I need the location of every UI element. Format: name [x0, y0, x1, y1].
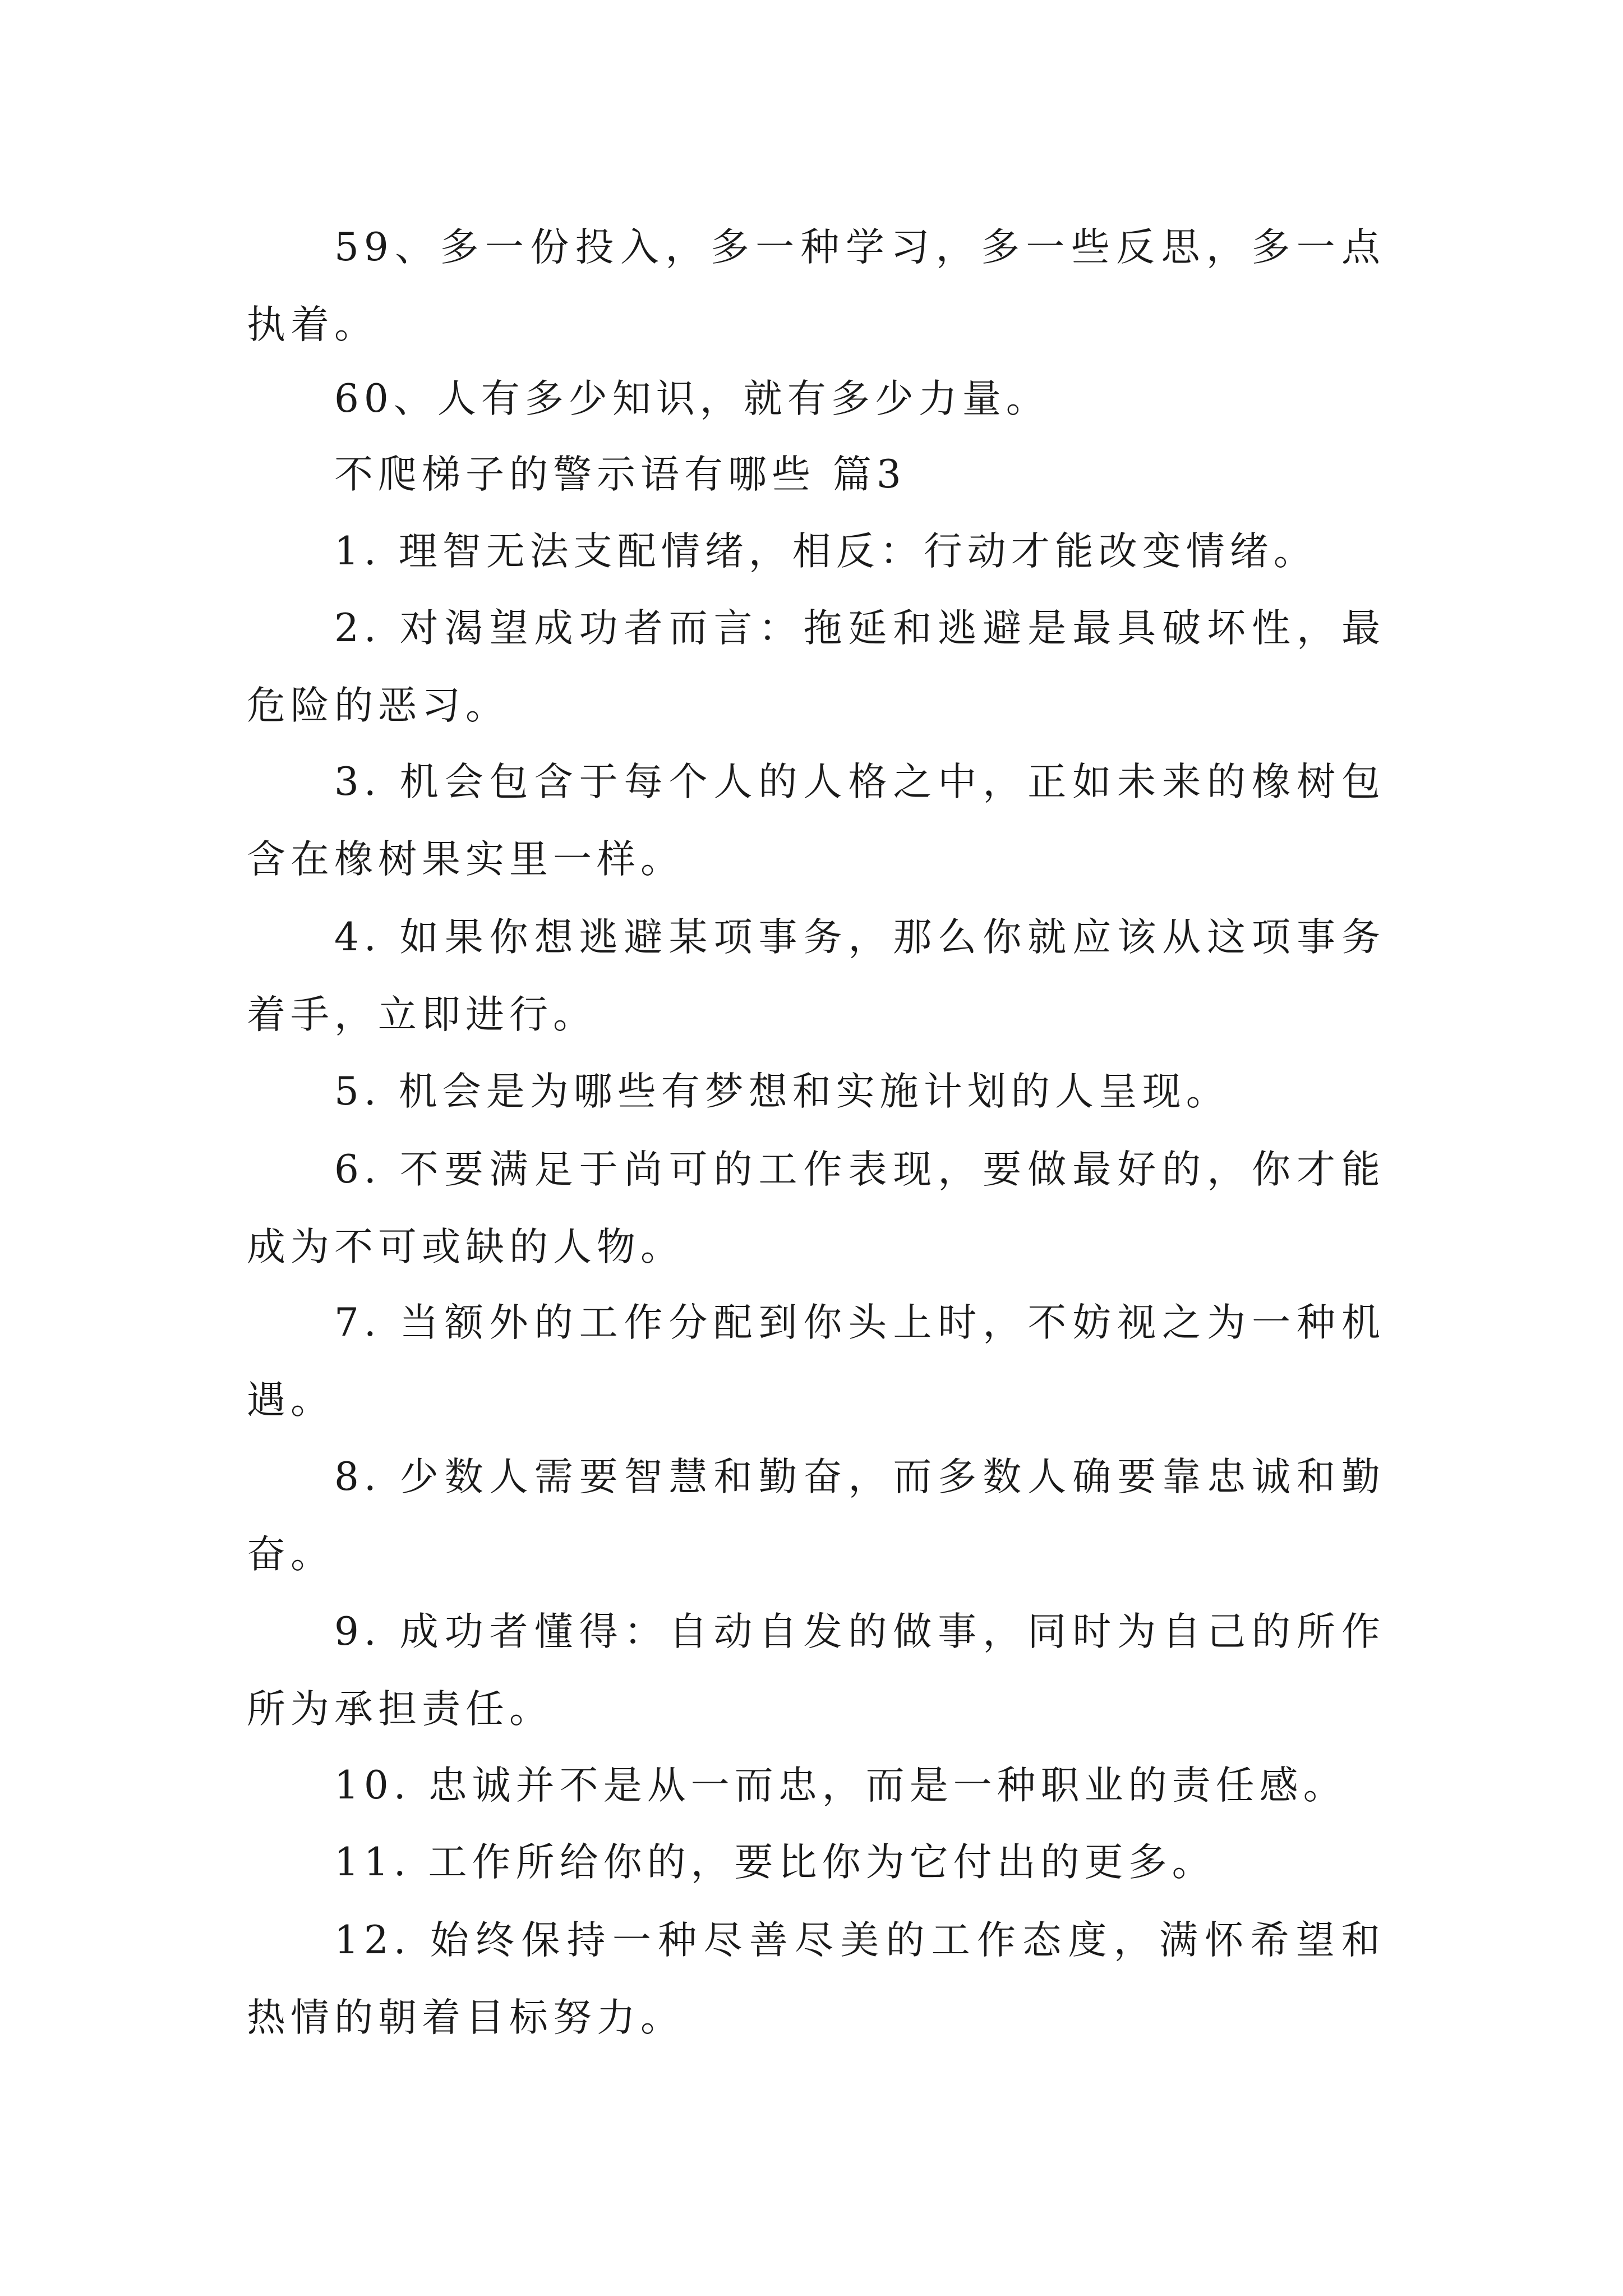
- paragraph-item-1: 1. 理智无法支配情绪，相反：行动才能改变情绪。: [334, 529, 1317, 574]
- paragraph-item-7: 7. 当额外的工作分配到你头上时，不妨视之为一种机遇。: [247, 1300, 1385, 1423]
- paragraph-item-8: 8. 少数人需要智慧和勤奋，而多数人确要靠忠诚和勤奋。: [247, 1455, 1385, 1577]
- paragraph-item-59: 59、多一份投入，多一种学习，多一些反思，多一点执着。: [247, 225, 1385, 347]
- paragraph-item-12: 12. 始终保持一种尽善尽美的工作态度，满怀希望和热情的朝着目标努力。: [247, 1918, 1385, 2040]
- paragraph-item-6: 6. 不要满足于尚可的工作表现，要做最好的，你才能成为不可或缺的人物。: [247, 1147, 1385, 1269]
- paragraph-item-11: 11. 工作所给你的，要比你为它付出的更多。: [334, 1840, 1216, 1885]
- paragraph-item-60: 60、人有多少知识，就有多少力量。: [334, 376, 1050, 421]
- paragraph-item-10: 10. 忠诚并不是从一而忠，而是一种职业的责任感。: [334, 1763, 1347, 1808]
- paragraph-item-5: 5. 机会是为哪些有梦想和实施计划的人呈现。: [334, 1069, 1230, 1114]
- paragraph-item-2: 2. 对渴望成功者而言：拖延和逃避是最具破坏性，最危险的恶习。: [247, 606, 1385, 728]
- paragraph-item-3: 3. 机会包含于每个人的人格之中，正如未来的橡树包含在橡树果实里一样。: [247, 760, 1385, 882]
- section-heading: 不爬梯子的警示语有哪些 篇3: [334, 452, 906, 497]
- paragraph-item-9: 9. 成功者懂得：自动自发的做事，同时为自己的所作所为承担责任。: [247, 1609, 1385, 1732]
- paragraph-item-4: 4. 如果你想逃避某项事务，那么你就应该从这项事务着手，立即进行。: [247, 915, 1385, 1037]
